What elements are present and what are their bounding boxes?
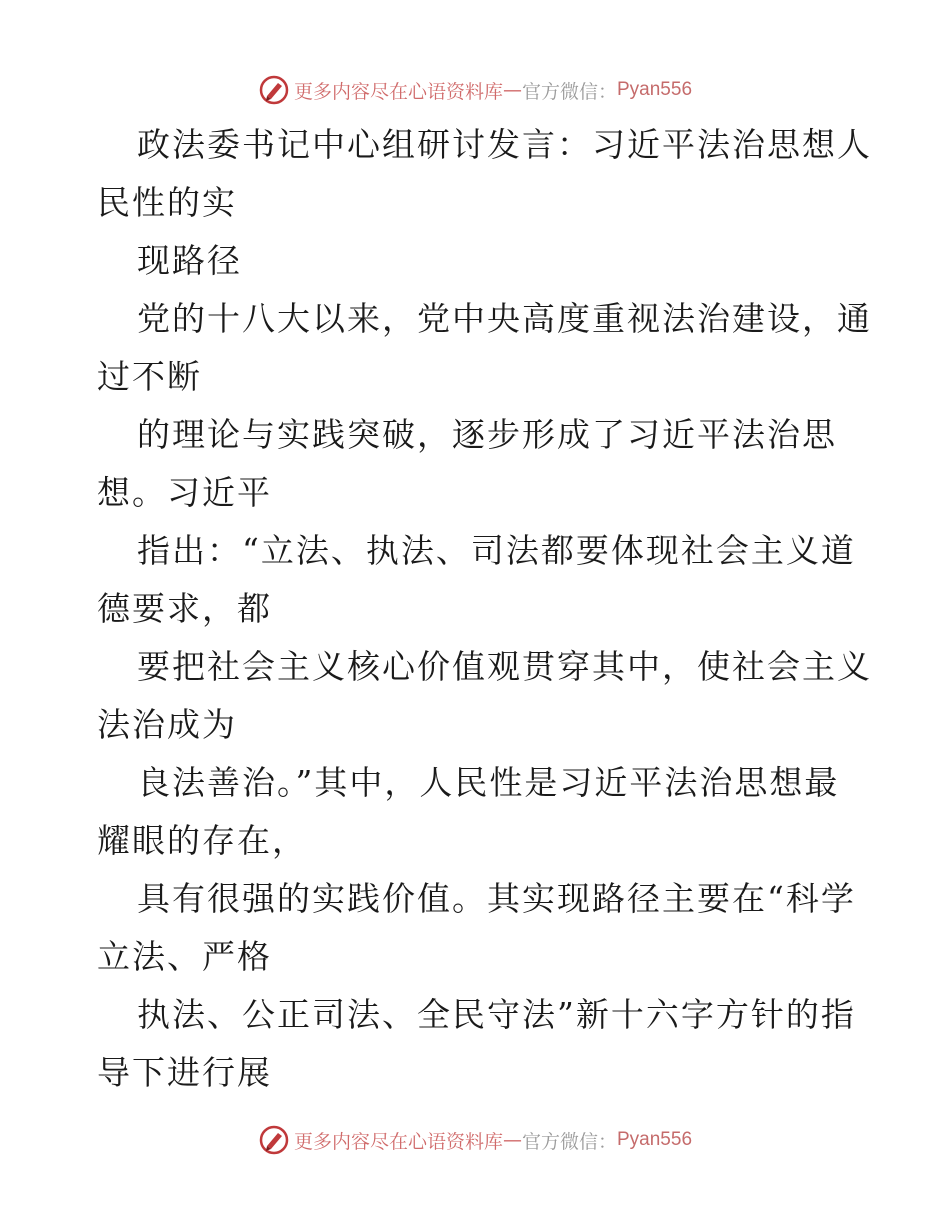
watermark-id: Pyan556: [617, 79, 693, 100]
watermark-label: 官方微信：: [521, 80, 617, 103]
footer-watermark: [0, 1120, 950, 1160]
watermark-label: 官方微信：: [521, 1130, 617, 1153]
watermark-id: Pyan556: [617, 1129, 693, 1150]
text-line: 政法委书记中心组研讨发言：习近平法治思想人: [137, 125, 872, 164]
watermark-dash: —: [502, 79, 522, 101]
header-watermark: [0, 70, 950, 110]
watermark-dash: —: [502, 1129, 522, 1151]
text-line: 指出：“立法、执法、司法都要体现社会主义道: [137, 531, 856, 570]
text-line: 耀眼的存在，: [97, 821, 307, 860]
text-line: 想。习近平: [97, 473, 272, 512]
text-line: 的理论与实践突破，逐步形成了习近平法治思: [137, 415, 837, 454]
text-line: 过不断: [97, 357, 202, 396]
text-line: 民性的实: [97, 183, 237, 222]
pen-logo-icon: [258, 74, 290, 106]
text-line: 导下进行展: [97, 1053, 272, 1092]
text-line: 良法善治。”其中，人民性是习近平法治思想最: [137, 763, 840, 802]
pen-logo-icon: [258, 1124, 290, 1156]
text-line: 法治成为: [97, 705, 237, 744]
watermark-text: 更多内容尽在心语资料库: [293, 80, 503, 103]
text-line: 立法、严格: [97, 937, 272, 976]
text-line: 执法、公正司法、全民守法”新十六字方针的指: [137, 995, 856, 1034]
text-line: 要把社会主义核心价值观贯穿其中，使社会主义: [137, 647, 872, 686]
text-line: 具有很强的实践价值。其实现路径主要在“科学: [137, 879, 856, 918]
text-line: 党的十八大以来，党中央高度重视法治建设，通: [137, 299, 872, 338]
text-line: 德要求，都: [97, 589, 272, 628]
text-line: 现路径: [137, 241, 242, 280]
document-body: [97, 116, 872, 1102]
watermark-text: 更多内容尽在心语资料库: [293, 1130, 503, 1153]
